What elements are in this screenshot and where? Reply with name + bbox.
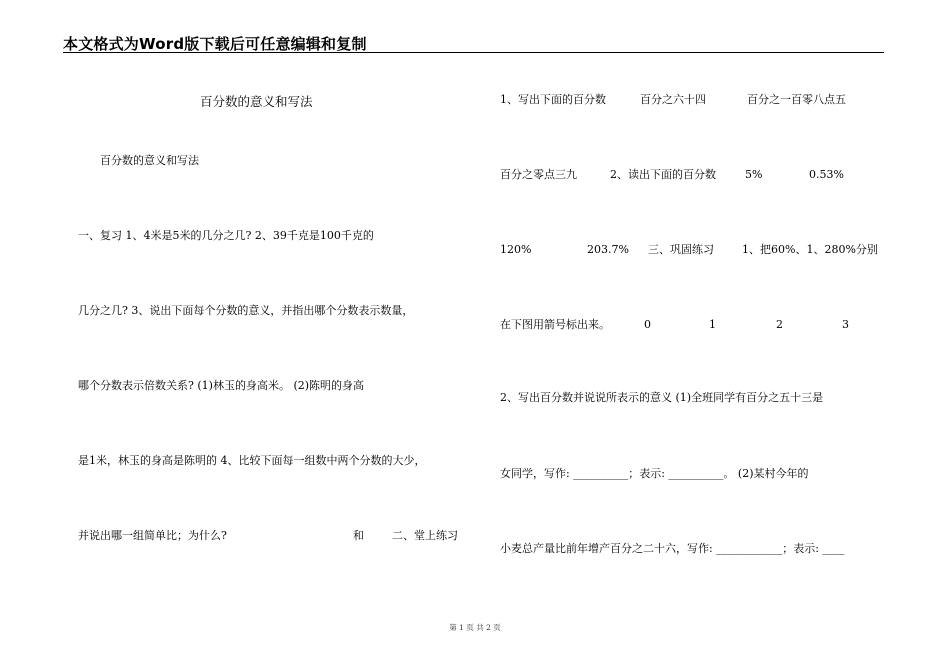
right-line-2d: 0.53% (809, 168, 844, 181)
left-line-5: 并说出哪一组简单比；为什么? (78, 529, 227, 542)
left-line-1: 一、复习 1、4米是5米的几分之几? 2、39千克是100千克的 (78, 229, 374, 242)
document-title: 百分数的意义和写法 (200, 94, 313, 109)
right-line-1c: 百分之一百零八点五 (747, 93, 846, 106)
right-line-7: 小麦总产量比前年增产百分之二十六，写作: ____________；表示: ____ (500, 542, 845, 555)
number-line-label-3: 3 (842, 318, 849, 331)
right-line-4a: 在下图用箭号标出来。 (500, 318, 610, 331)
left-line-5-and: 和 (353, 529, 364, 542)
right-line-5: 2、写出百分数并说说所表示的意义 (1)全班同学有百分之五十三是 (500, 391, 824, 404)
right-line-2c: 5% (745, 168, 763, 181)
right-line-1a: 1、写出下面的百分数 (500, 93, 606, 106)
number-line-label-2: 2 (776, 318, 783, 331)
document-header: 本文格式为Word版下载后可任意编辑和复制 (63, 35, 367, 53)
left-line-4: 是1米，林玉的身高是陈明的 4、比较下面每一组数中两个分数的大少， (78, 454, 426, 467)
right-line-2a: 百分之零点三九 (500, 168, 577, 181)
right-line-3d: 1、把60%、1、280%分别 (742, 243, 878, 256)
right-line-6: 女同学，写作: __________；表示: __________。 (2)某村今年的 (500, 467, 809, 480)
right-line-3b: 203.7% (587, 243, 629, 256)
section-subtitle: 百分数的意义和写法 (100, 154, 199, 167)
header-divider (63, 52, 884, 53)
left-line-3: 哪个分数表示倍数关系? (1)林玉的身高米。 (2)陈明的身高 (78, 379, 365, 392)
number-line-label-0: 0 (644, 318, 651, 331)
number-line-label-1: 1 (709, 318, 716, 331)
left-line-2: 几分之几? 3、说出下面每个分数的意义，并指出哪个分数表示数量， (78, 304, 414, 317)
right-line-1b: 百分之六十四 (640, 93, 706, 106)
right-line-2b: 2、读出下面的百分数 (610, 168, 716, 181)
right-line-3c: 三、巩固练习 (648, 243, 714, 256)
page-footer: 第 1 页 共 2 页 (449, 623, 501, 632)
left-line-5-practice: 二、堂上练习 (392, 529, 458, 542)
right-line-3a: 120% (500, 243, 532, 256)
